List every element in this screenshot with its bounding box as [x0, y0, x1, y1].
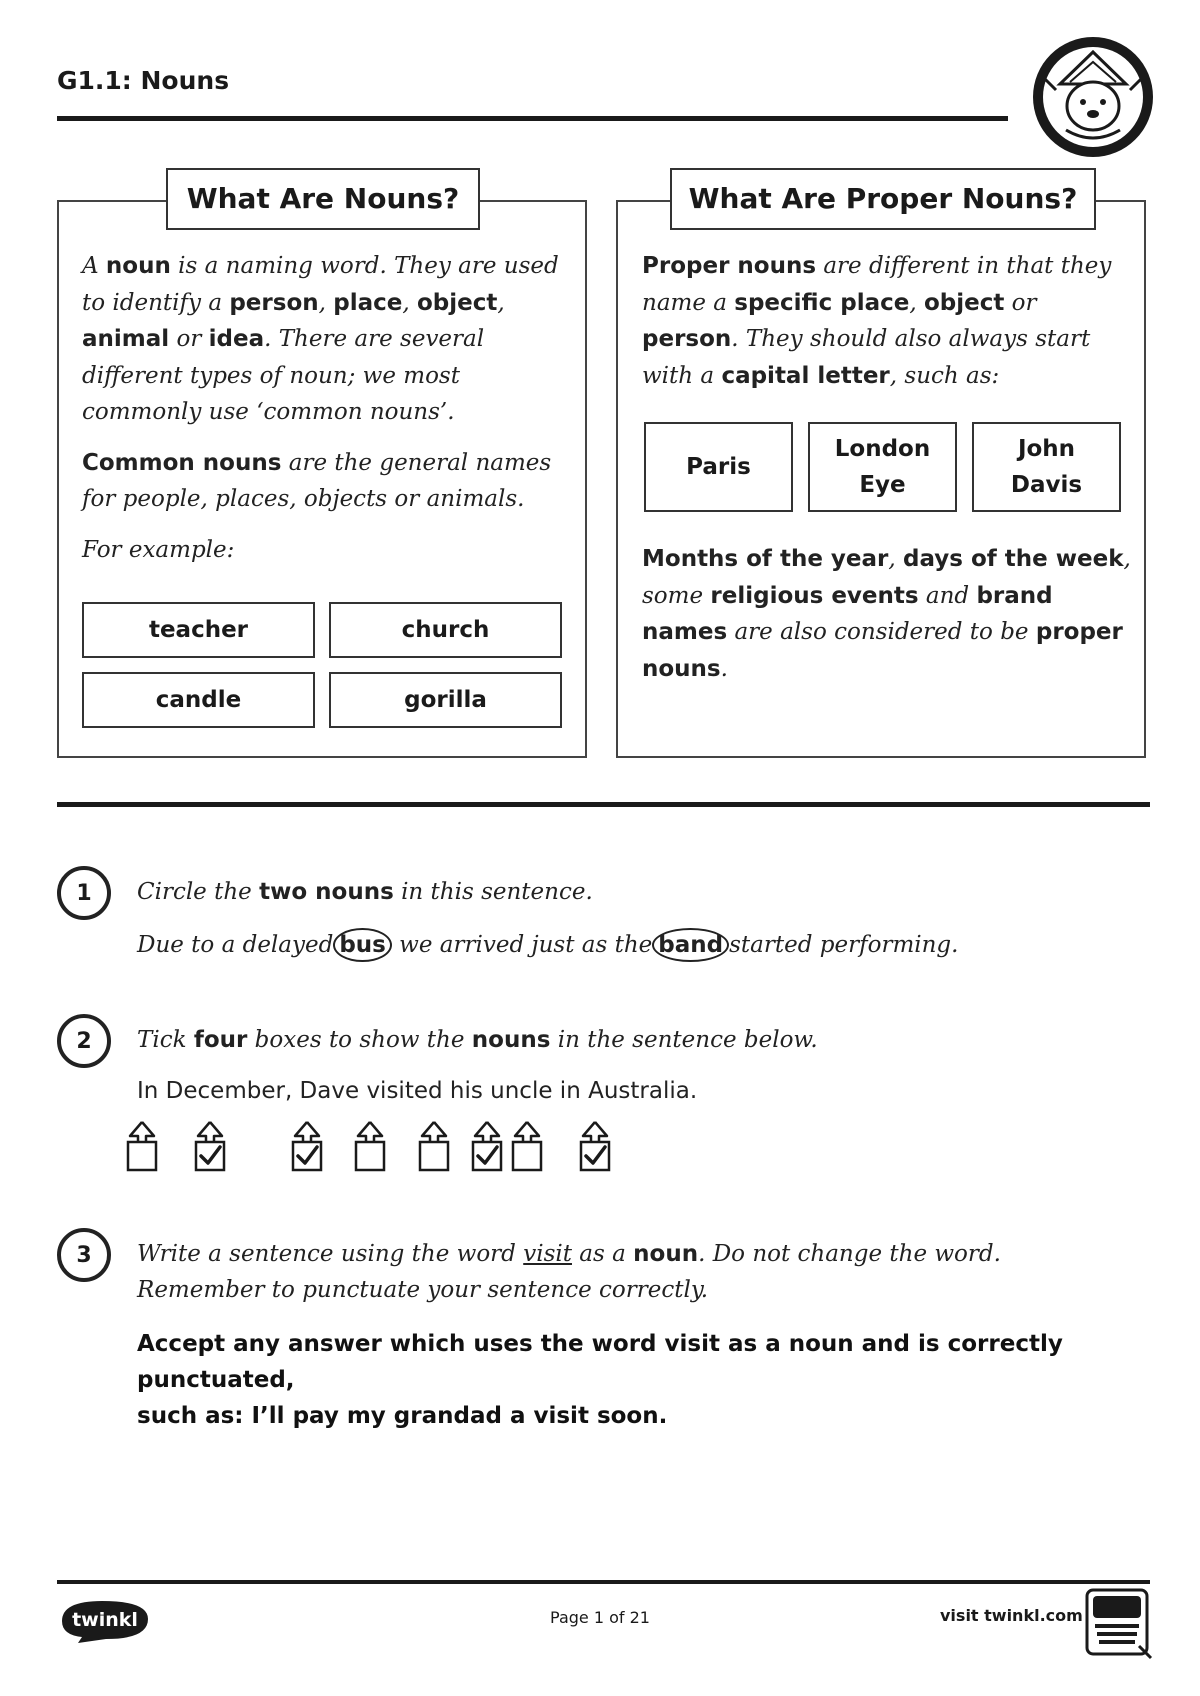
bold-term: object	[416, 289, 498, 316]
page-title: G1.1: Nouns	[57, 66, 230, 95]
text-run: , such as:	[889, 362, 1000, 389]
tick-box-checked[interactable]	[289, 1120, 325, 1172]
page-number: Page 1 of 21	[550, 1608, 650, 1627]
bold-term: place	[333, 289, 403, 316]
bold-term: animal	[82, 326, 170, 352]
noun-definition	[82, 248, 572, 431]
text-run: .	[720, 655, 728, 682]
tick-box[interactable]	[509, 1120, 545, 1172]
bold-term: person	[642, 326, 732, 352]
bold-term: object	[923, 289, 1005, 316]
q2-instruction: Tick four boxes to show the nouns in the sentence below.	[137, 1027, 818, 1053]
text-run: ,	[497, 289, 505, 316]
tick-box[interactable]	[124, 1120, 160, 1172]
proper-noun-definition	[642, 248, 1132, 394]
example-word-box: candle	[82, 672, 315, 728]
proper-example-box: John Davis	[972, 422, 1121, 512]
question-number: 1	[57, 866, 111, 920]
bold-term: days of the week	[903, 546, 1124, 572]
title-divider	[57, 116, 1008, 121]
quality-standard-badge-icon	[1083, 1586, 1155, 1660]
circled-noun[interactable]: band	[652, 928, 729, 962]
bold-term: brand names	[642, 582, 1053, 645]
bold-term: idea	[208, 326, 265, 352]
q3-instruction: Write a sentence using the word visit as a noun. Do not change the word. Remember to punctuate your sentence correctly.	[137, 1241, 1001, 1303]
text-run: are the general names for people, places, objects or animals.	[82, 449, 552, 512]
samurai-mascot-icon	[1030, 34, 1156, 160]
nouns-panel-text	[82, 248, 572, 582]
text-run: ,	[402, 289, 417, 316]
text-run: A	[82, 253, 106, 279]
bold-term: person	[229, 289, 319, 316]
svg-text:twinkl: twinkl	[72, 1609, 138, 1631]
proper-example-box: London Eye	[808, 422, 957, 512]
tick-box-checked[interactable]	[469, 1120, 505, 1172]
example-label: For example:	[82, 536, 235, 563]
nouns-panel-heading: What Are Nouns?	[166, 168, 480, 230]
common-nouns-definition	[82, 445, 572, 518]
text-run: . They should also always start with a	[642, 326, 1091, 389]
q2-sentence: In December, Dave visited his uncle in Australia.	[137, 1078, 698, 1104]
q1-instruction: Circle the two nouns in this sentence.	[137, 879, 593, 905]
text-run: are different in that they name a	[642, 253, 1112, 316]
bold-term: Proper nouns	[642, 253, 817, 279]
proper-noun-categories	[642, 541, 1132, 687]
twinkl-logo[interactable]	[56, 1595, 154, 1645]
text-run: ,	[909, 289, 924, 316]
bold-term: Common nouns	[82, 449, 282, 476]
visit-link[interactable]: visit twinkl.com	[940, 1606, 1083, 1625]
question-number: 3	[57, 1228, 111, 1282]
bold-term: proper nouns	[642, 619, 1123, 682]
example-word-box: gorilla	[329, 672, 562, 728]
text-run: and	[918, 582, 977, 609]
footer-divider	[57, 1580, 1150, 1584]
bold-term: capital letter	[721, 362, 890, 389]
example-word-box: teacher	[82, 602, 315, 658]
text-run: is a naming word. They are used to identify a	[82, 253, 559, 316]
text-run: ,	[888, 546, 903, 572]
tick-box[interactable]	[416, 1120, 452, 1172]
section-divider	[57, 802, 1150, 807]
tick-box-checked[interactable]	[577, 1120, 613, 1172]
bold-term: specific place	[734, 289, 910, 316]
question-number: 2	[57, 1014, 111, 1068]
proper-nouns-panel-heading: What Are Proper Nouns?	[670, 168, 1096, 230]
tick-box[interactable]	[352, 1120, 388, 1172]
text-run: or	[1004, 289, 1037, 316]
tick-box-checked[interactable]	[192, 1120, 228, 1172]
text-run: , some	[642, 546, 1131, 609]
bold-term: noun	[105, 253, 171, 279]
bold-term: Months of the year	[642, 546, 889, 572]
circled-noun[interactable]: bus	[333, 928, 392, 962]
text-run: are also considered to be	[727, 619, 1036, 645]
proper-example-box: Paris	[644, 422, 793, 512]
text-run: . There are several different types of noun; we most commonly use ‘common nouns’.	[82, 326, 485, 425]
q3-answer: Accept any answer which uses the word visit as a noun and is correctly punctuated, such as: I’ll pay my grandad a visit soon.	[137, 1331, 1063, 1429]
proper-nouns-panel-text	[642, 248, 1132, 408]
bold-term: religious events	[710, 582, 919, 609]
text-run: or	[169, 326, 209, 352]
example-word-box: church	[329, 602, 562, 658]
q1-sentence: Due to a delayed bus we arrived just as the band started performing.	[137, 928, 958, 962]
text-run: ,	[318, 289, 334, 316]
